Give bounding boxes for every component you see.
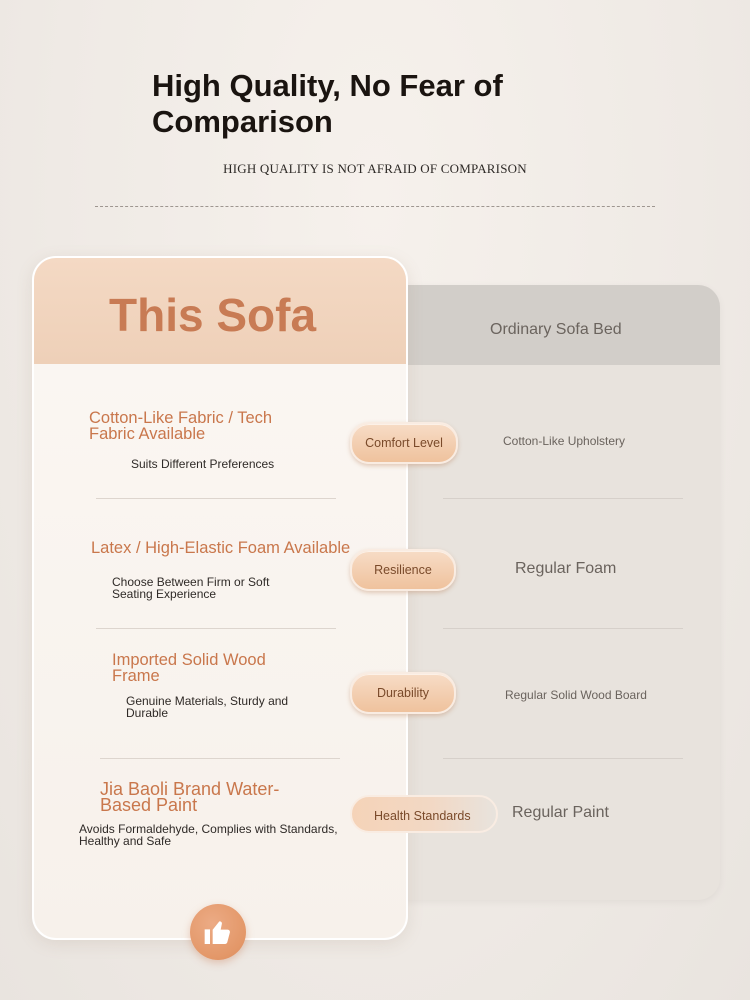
ordinary-sofa-title: Ordinary Sofa Bed bbox=[490, 321, 622, 338]
divider bbox=[95, 206, 655, 207]
ordinary-value-durability: Regular Solid Wood Board bbox=[505, 688, 647, 702]
page-title: High Quality, No Fear of Comparison bbox=[152, 68, 503, 139]
feature-title-foam: Latex / High-Elastic Foam Available bbox=[91, 539, 351, 557]
criterion-pill-resilience: Resilience bbox=[350, 549, 456, 591]
feature-desc-paint: Avoids Formaldehyde, Complies with Standards, Healthy and Safe bbox=[79, 822, 338, 848]
row-separator bbox=[96, 498, 336, 499]
this-sofa-title: This Sofa bbox=[109, 289, 317, 341]
criterion-pill-health: Health Standards bbox=[350, 795, 498, 833]
feature-desc-frame: Genuine Materials, Sturdy and Durable bbox=[126, 694, 289, 720]
feature-title-paint: Jia Baoli Brand Water-Based Paint bbox=[100, 779, 280, 815]
criterion-pill-durability: Durability bbox=[350, 672, 456, 714]
page-subtitle: HIGH QUALITY IS NOT AFRAID OF COMPARISON bbox=[223, 161, 527, 176]
row-separator bbox=[100, 758, 340, 759]
feature-desc-fabric: Suits Different Preferences bbox=[131, 457, 275, 471]
feature-desc-foam: Choose Between Firm or Soft Seating Experience bbox=[112, 575, 270, 601]
thumbs-up-badge bbox=[190, 904, 246, 960]
row-separator bbox=[443, 628, 683, 629]
ordinary-value-resilience: Regular Foam bbox=[515, 560, 617, 577]
thumbs-up-icon bbox=[202, 916, 234, 948]
ordinary-value-comfort: Cotton-Like Upholstery bbox=[503, 434, 626, 448]
row-separator bbox=[443, 498, 683, 499]
row-separator bbox=[96, 628, 336, 629]
row-separator bbox=[443, 758, 683, 759]
criterion-pill-comfort: Comfort Level bbox=[350, 422, 458, 464]
feature-title-fabric: Cotton-Like Fabric / Tech Fabric Available bbox=[89, 409, 273, 443]
ordinary-value-health: Regular Paint bbox=[512, 804, 609, 821]
feature-title-frame: Imported Solid Wood Frame bbox=[112, 651, 266, 685]
